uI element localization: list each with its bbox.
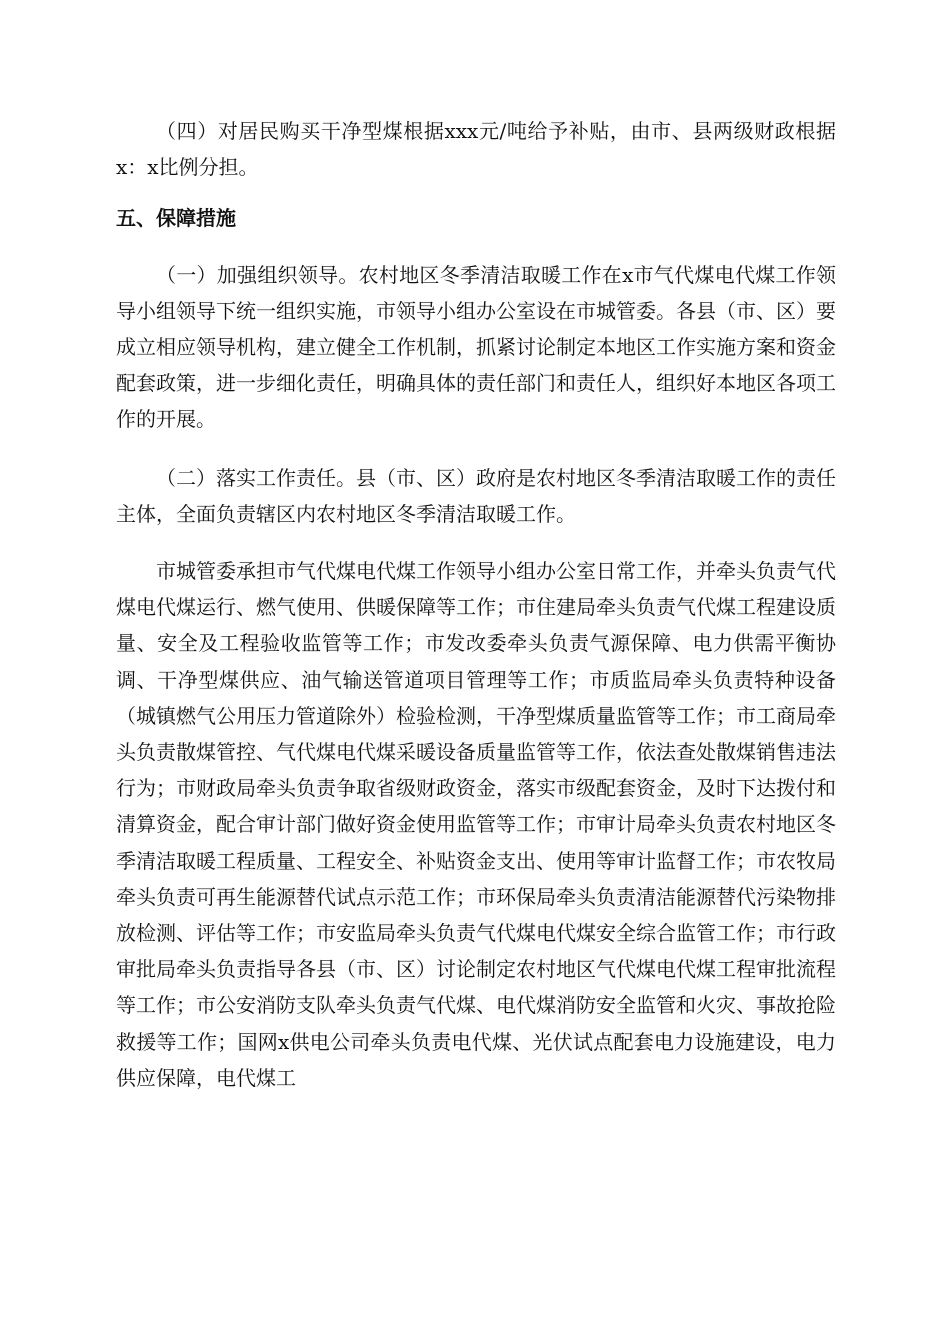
- paragraph-organization-leadership: （一）加强组织领导。农村地区冬季清洁取暖工作在x市气代煤电代煤工作领导小组领导下统一组织实施，市领导小组办公室设在市城管委。各县（市、区）要成立相应领导机构，建立健全工作机制，抓紧讨论制定本地区工作实施方案和资金配套政策，进一步细化责任，明确具体的责任部门和责任人，组织好本地区各项工作的开展。: [116, 262, 836, 432]
- section-heading-safeguards: 五、保障措施: [116, 206, 236, 231]
- document-body: [116, 113, 836, 1096]
- paragraph-work-responsibility: （二）落实工作责任。县（市、区）政府是农村地区冬季清洁取暖工作的责任主体，全面负责辖区内农村地区冬季清洁取暖工作。: [116, 465, 836, 526]
- paragraph-department-duties: 市城管委承担市气代煤电代煤工作领导小组办公室日常工作，并牵头负责气代煤电代煤运行、燃气使用、供暖保障等工作；市住建局牵头负责气代煤工程建设质量、安全及工程验收监管等工作；市发改委牵头负责气源保障、电力供需平衡协调、干净型煤供应、油气输送管道项目管理等工作；市质监局牵头负责特种设备（城镇燃气公用压力管道除外）检验检测，干净型煤质量监管等工作；市工商局牵头负责散煤管控、气代煤电代煤采暖设备质量监管等工作，依法查处散煤销售违法行为；市财政局牵头负责争取省级财政资金，落实市级配套资金，及时下达拨付和清算资金，配合审计部门做好资金使用监管等工作；市审计局牵头负责农村地区冬季清洁取暖工程质量、工程安全、补贴资金支出、使用等审计监督工作；市农牧局牵头负责可再生能源替代试点示范工作；市环保局牵头负责清洁能源替代污染物排放检测、评估等工作；市安监局牵头负责气代煤电代煤安全综合监管工作；市行政审批局牵头负责指导各县（市、区）讨论制定农村地区气代煤电代煤工程审批流程等工作；市公安消防支队牵头负责气代煤、电代煤消防安全监管和火灾、事故抢险救援等工作；国网x供电公司牵头负责电代煤、光伏试点配套电力设施建设，电力供应保障，电代煤工: [116, 559, 836, 1090]
- paragraph-subsidy: （四）对居民购买干净型煤根据xxx元/吨给予补贴，由市、县两级财政根据x：x比例分担。: [116, 119, 836, 180]
